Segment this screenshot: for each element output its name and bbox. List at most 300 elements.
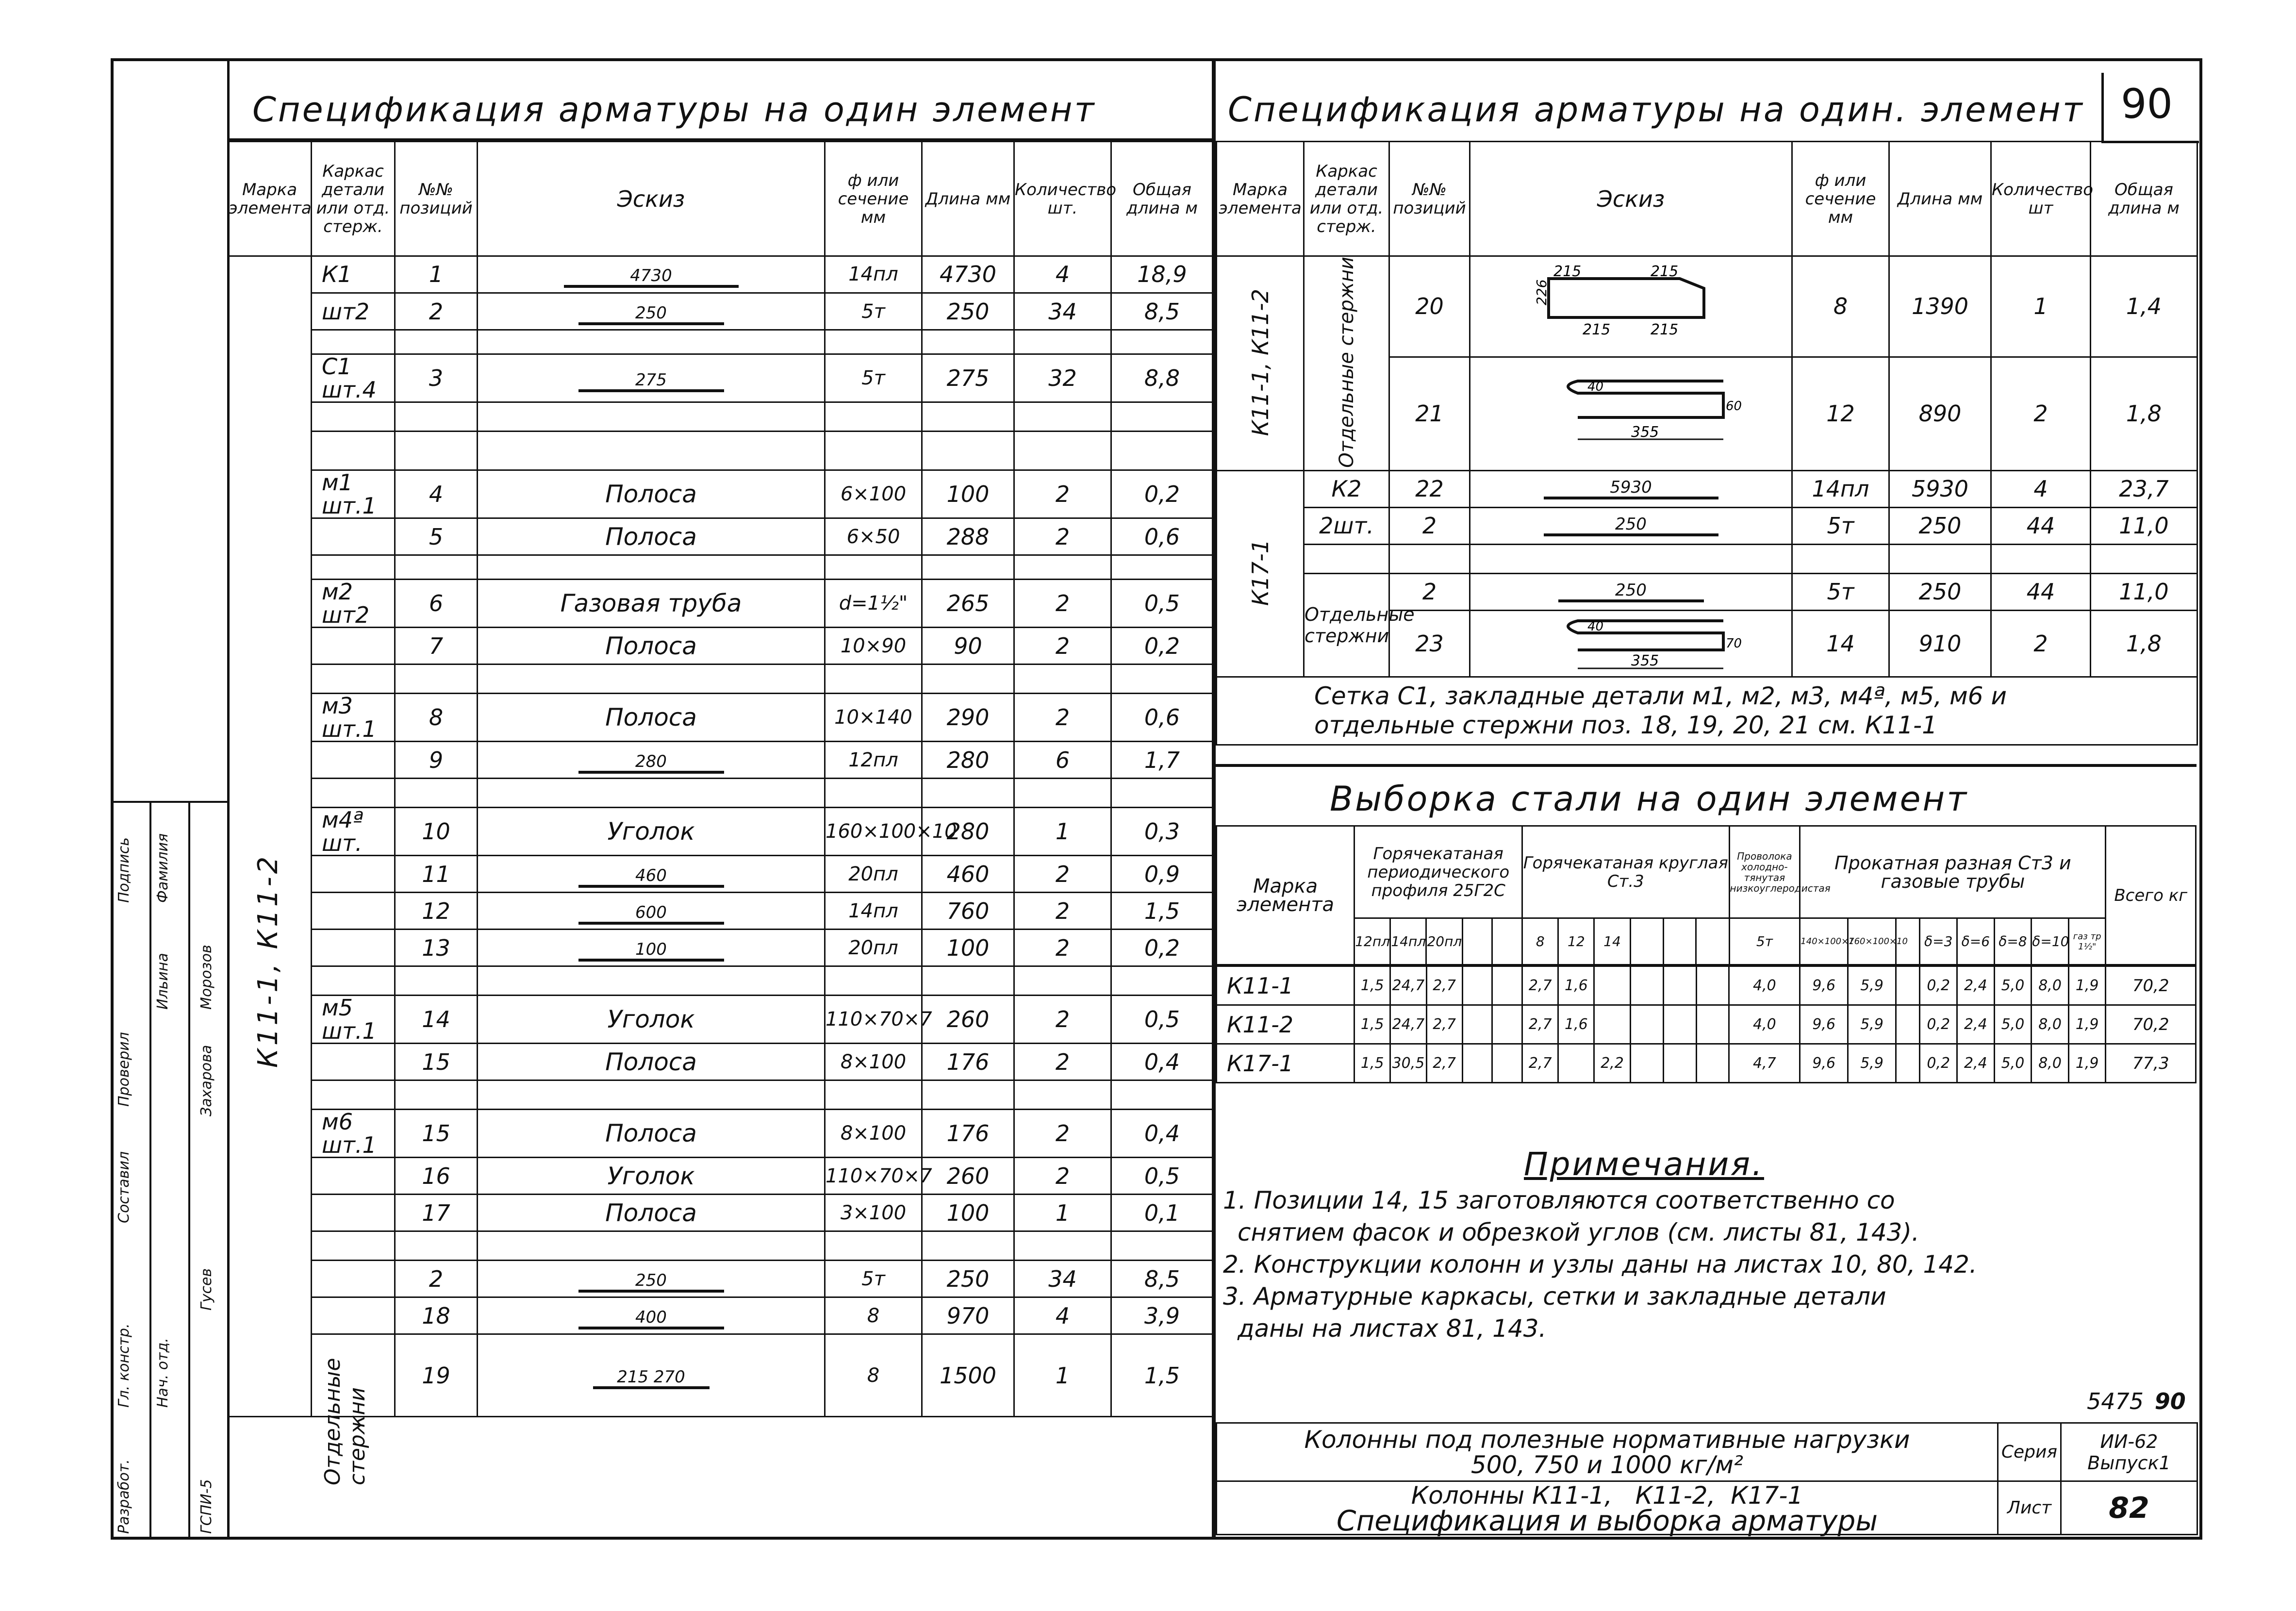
pos-cell	[395, 664, 478, 694]
group-cell	[312, 1195, 395, 1231]
table-row	[1217, 966, 2196, 1005]
steel-col-g4: Прокатная разная Ст3 и газовые трубы	[1800, 826, 2106, 918]
steel-value-cell: 30,5	[1390, 1044, 1426, 1083]
steel-value-cell: 1,5	[1354, 1044, 1390, 1083]
sec-cell: 10×90	[825, 628, 922, 664]
total-cell: 8,8	[1111, 354, 1213, 402]
series-value: ИИ-62	[2100, 1430, 2158, 1452]
group-cell: С1 шт.4	[312, 354, 395, 402]
qty-cell: 2	[1014, 856, 1111, 893]
len-cell: 890	[1889, 357, 1991, 470]
qty-cell: 2	[1014, 893, 1111, 930]
sketch-cell	[478, 1110, 825, 1158]
len-cell: 275	[922, 354, 1014, 402]
steel-value-cell: 9,6	[1800, 1005, 1848, 1044]
pos-cell: 5	[395, 518, 478, 555]
total-cell	[1111, 1231, 1213, 1261]
table-row	[228, 966, 1213, 996]
total-cell: 0,1	[1111, 1195, 1213, 1231]
right-spec-title: Спецификация арматуры на один. элемент	[1228, 90, 2084, 130]
sketch-cell	[478, 555, 825, 580]
stamp-title-top	[1217, 1423, 1998, 1481]
steel-subheader: 14пл	[1390, 918, 1426, 965]
sketch-cell	[478, 808, 825, 856]
sketch-cell	[478, 432, 825, 470]
sketch-bar-23	[1520, 611, 1743, 674]
stamp-code-sheet: 90	[2154, 1388, 2186, 1414]
pos-cell: 22	[1389, 470, 1470, 507]
steel-col-g1: Горячекатаная периодического профиля 25Г2С	[1354, 826, 1522, 918]
len-cell	[922, 555, 1014, 580]
steel-subheader: δ=3	[1920, 918, 1957, 965]
dim: 215	[1582, 321, 1610, 339]
sec-cell	[825, 402, 922, 432]
sketch-label: 100	[578, 940, 724, 962]
dim: 215	[1650, 263, 1678, 281]
total-cell: 0,5	[1111, 580, 1213, 628]
steel-total-cell: 70,2	[2106, 966, 2196, 1005]
len-cell: 1390	[1889, 256, 1991, 357]
steel-value-cell: 2,7	[1426, 966, 1462, 1005]
table-row	[1217, 1044, 2196, 1083]
sketch-label: Газовая труба	[560, 589, 742, 617]
col-total: Общая длина м	[2091, 142, 2197, 256]
len-cell: 100	[922, 1195, 1014, 1231]
steel-subheader: газ тр 1½"	[2068, 918, 2106, 965]
sketch-label: 250	[578, 1271, 724, 1293]
qty-cell: 2	[1014, 1044, 1111, 1080]
right-spec-table	[1216, 141, 2198, 746]
len-cell: 260	[922, 996, 1014, 1044]
steel-value-cell	[1594, 966, 1630, 1005]
len-cell: 176	[922, 1110, 1014, 1158]
group-cell	[312, 893, 395, 930]
sketch-cell	[478, 996, 825, 1044]
total-cell: 0,4	[1111, 1044, 1213, 1080]
group-cell	[312, 1231, 395, 1261]
table-row	[228, 354, 1213, 402]
steel-value-cell: 5,9	[1848, 1005, 1896, 1044]
sec-cell: 20пл	[825, 930, 922, 966]
steel-value-cell	[1558, 1044, 1594, 1083]
col-total: Общая длина м	[1111, 142, 1213, 256]
pos-cell: 21	[1389, 357, 1470, 470]
left-spec-title: Спецификация арматуры на один элемент	[252, 90, 1096, 130]
pos-cell	[395, 402, 478, 432]
steel-value-cell: 2,7	[1522, 966, 1558, 1005]
sec-cell: 110×70×7	[825, 1158, 922, 1195]
sheet-label: Лист	[1998, 1481, 2061, 1535]
qty-cell: 2	[1014, 470, 1111, 518]
sketch-cell	[478, 1195, 825, 1231]
steel-subheader: 20пл	[1426, 918, 1462, 965]
group-cell	[312, 779, 395, 808]
len-cell: 970	[922, 1297, 1014, 1334]
steel-rows	[1216, 965, 2197, 1083]
total-cell	[1111, 779, 1213, 808]
len-cell	[922, 432, 1014, 470]
empty-cell	[1304, 544, 1389, 573]
total-cell: 0,5	[1111, 996, 1213, 1044]
steel-value-cell	[1696, 966, 1729, 1005]
sketch-21	[1470, 357, 1792, 470]
group-cell: К1	[312, 256, 395, 293]
table-row	[228, 1195, 1213, 1231]
sec-cell: 14пл	[825, 893, 922, 930]
pos-cell	[395, 966, 478, 996]
sketch-cell	[478, 1080, 825, 1110]
steel-value-cell: 2,4	[1957, 1005, 1995, 1044]
pos-cell: 19	[395, 1334, 478, 1417]
table-row	[228, 1334, 1213, 1417]
sketch-cell	[478, 256, 825, 293]
pos-cell: 14	[395, 996, 478, 1044]
steel-value-cell: 4,7	[1729, 1044, 1800, 1083]
sketch-label: 4730	[564, 266, 739, 288]
sketch-cell	[478, 966, 825, 996]
steel-value-cell: 1,6	[1558, 966, 1594, 1005]
table-row	[228, 664, 1213, 694]
table-row	[228, 1110, 1213, 1158]
side-stamp-row: Морозов	[198, 945, 215, 1010]
qty-cell: 34	[1014, 1261, 1111, 1297]
table-row	[228, 330, 1213, 354]
col-mark: Марка элемента	[1217, 142, 1304, 256]
group-cell	[312, 664, 395, 694]
steel-value-cell: 1,9	[2068, 966, 2106, 1005]
sec-cell	[825, 966, 922, 996]
sketch-cell	[478, 628, 825, 664]
side-stamp-row: Гл. констр.	[116, 1323, 132, 1408]
steel-value-cell: 1,5	[1354, 966, 1390, 1005]
sketch-23	[1470, 610, 1792, 677]
stamp-title-bottom	[1217, 1481, 1998, 1535]
left-spec-body	[227, 255, 1212, 1417]
empty-cell	[1889, 544, 1991, 573]
table-row	[228, 1158, 1213, 1195]
total-cell: 0,2	[1111, 470, 1213, 518]
empty-cell	[1991, 544, 2091, 573]
qty-cell: 2	[1014, 628, 1111, 664]
side-stamp-row: Ильина	[154, 953, 171, 1010]
sec-cell	[825, 779, 922, 808]
sec-cell	[825, 555, 922, 580]
col-sketch: Эскиз	[1470, 142, 1792, 256]
len-cell: 280	[922, 742, 1014, 779]
sketch-label: 400	[578, 1308, 724, 1329]
qty-cell: 1	[1014, 1195, 1111, 1231]
len-cell: 1500	[922, 1334, 1014, 1417]
sec-cell	[825, 1080, 922, 1110]
steel-value-cell: 5,9	[1848, 966, 1896, 1005]
steel-value-cell	[1462, 966, 1492, 1005]
len-cell	[922, 779, 1014, 808]
dim: 215	[1650, 321, 1678, 339]
steel-col-total: Всего кг	[2106, 826, 2196, 965]
pos-cell: 2	[1389, 573, 1470, 610]
side-stamp-row: Составил	[116, 1151, 132, 1223]
steel-value-cell: 5,0	[1994, 1044, 2032, 1083]
qty-cell: 44	[1991, 507, 2091, 544]
title-stamp	[1216, 1422, 2198, 1535]
steel-value-cell: 9,6	[1800, 966, 1848, 1005]
sketch-cell	[478, 518, 825, 555]
group-cell	[312, 518, 395, 555]
len-cell: 250	[1889, 507, 1991, 544]
note-line: 3. Арматурные каркасы, сетки и закладные детали	[1223, 1282, 1886, 1311]
group-cell	[312, 856, 395, 893]
empty-cell	[1470, 544, 1792, 573]
side-stamp-row: Нач. отд.	[154, 1338, 171, 1408]
len-cell: 5930	[1889, 470, 1991, 507]
total-cell	[1111, 555, 1213, 580]
group-cell	[312, 930, 395, 966]
series-label: Серия	[1998, 1423, 2061, 1481]
total-cell: 0,5	[1111, 1158, 1213, 1195]
total-cell: 0,2	[1111, 930, 1213, 966]
steel-value-cell: 8,0	[2032, 966, 2069, 1005]
sketch-label: Полоса	[605, 522, 697, 551]
qty-cell: 44	[1991, 573, 2091, 610]
qty-cell	[1014, 779, 1111, 808]
qty-cell: 4	[1014, 256, 1111, 293]
sec-cell: 5т	[825, 354, 922, 402]
sec-cell: 8	[1792, 256, 1889, 357]
total-cell: 18,9	[1111, 256, 1213, 293]
sketch-label: 460	[578, 866, 724, 888]
table-row	[228, 808, 1213, 856]
sec-cell: 14пл	[1792, 470, 1889, 507]
col-pos: №№ позиций	[1389, 142, 1470, 256]
pos-cell: 8	[395, 694, 478, 742]
steel-value-cell	[1630, 966, 1663, 1005]
steel-value-cell	[1696, 1005, 1729, 1044]
sec-cell	[825, 330, 922, 354]
col-length: Длина мм	[922, 142, 1014, 256]
group-cell	[312, 1158, 395, 1195]
total-cell	[1111, 966, 1213, 996]
sketch-cell	[478, 354, 825, 402]
total-cell: 1,5	[1111, 893, 1213, 930]
steel-value-cell	[1492, 1005, 1522, 1044]
pos-cell: 18	[395, 1297, 478, 1334]
stamp-title3: Колонны К11-1, К11-2, К17-1	[1411, 1481, 1803, 1510]
pos-cell: 4	[395, 470, 478, 518]
steel-col-g2: Горячекатаная круглая Ст.3	[1522, 826, 1729, 918]
steel-value-cell: 24,7	[1390, 1005, 1426, 1044]
series-issue: Выпуск1	[2087, 1452, 2171, 1474]
col-pos: №№ позиций	[395, 142, 478, 256]
qty-cell: 2	[1014, 996, 1111, 1044]
table-row	[228, 470, 1213, 518]
col-mark: Марка элемента	[228, 142, 312, 256]
steel-value-cell: 24,7	[1390, 966, 1426, 1005]
len-cell: 4730	[922, 256, 1014, 293]
steel-subheader: 12пл	[1354, 918, 1390, 965]
group-cell: м2 шт2	[312, 580, 395, 628]
stamp-title4: Спецификация и выборка арматуры	[1336, 1504, 1878, 1537]
table-row	[228, 555, 1213, 580]
len-cell: 250	[1889, 573, 1991, 610]
len-cell: 250	[922, 1261, 1014, 1297]
sec-cell: 8×100	[825, 1110, 922, 1158]
steel-value-cell: 4,0	[1729, 1005, 1800, 1044]
sec-cell: 110×70×7	[825, 996, 922, 1044]
pos-cell: 15	[395, 1044, 478, 1080]
col-section: ф или сечение мм	[1792, 142, 1889, 256]
steel-subheader: δ=8	[1994, 918, 2032, 965]
pos-cell: 12	[395, 893, 478, 930]
sketch-label: Уголок	[607, 817, 695, 846]
sketch-cell	[478, 402, 825, 432]
len-cell: 290	[922, 694, 1014, 742]
sketch-bar-20	[1520, 263, 1743, 342]
pos-cell: 17	[395, 1195, 478, 1231]
steel-value-cell: 1,5	[1354, 1005, 1390, 1044]
steel-value-cell: 2,7	[1426, 1005, 1462, 1044]
sec-cell: 8×100	[825, 1044, 922, 1080]
pos-cell	[395, 1231, 478, 1261]
len-cell: 460	[922, 856, 1014, 893]
table-row	[228, 779, 1213, 808]
steel-value-cell	[1663, 1005, 1696, 1044]
stamp-code-number: 5475	[2087, 1388, 2144, 1414]
sketch-cell	[478, 856, 825, 893]
len-cell	[922, 402, 1014, 432]
stamp-title2: 500, 750 и 1000 кг/м²	[1470, 1450, 1744, 1479]
note-line: отдельные стержни поз. 18, 19, 20, 21 см. К11-1	[1314, 711, 1937, 740]
sketch-cell	[478, 893, 825, 930]
sec-cell: 6×100	[825, 470, 922, 518]
qty-cell	[1014, 402, 1111, 432]
table-row	[228, 432, 1213, 470]
steel-mark-cell: К17-1	[1217, 1044, 1354, 1083]
qty-cell: 1	[1014, 1334, 1111, 1417]
dim: 355	[1631, 424, 1659, 441]
group-cell	[312, 1261, 395, 1297]
qty-cell: 1	[1014, 808, 1111, 856]
left-element-mark: К11-1, К11-2	[252, 853, 284, 1068]
len-cell: 100	[922, 470, 1014, 518]
sec-cell: 5т	[825, 293, 922, 330]
total-cell: 0,6	[1111, 518, 1213, 555]
side-stamp-row: Захарова	[198, 1045, 215, 1116]
pos-cell: 13	[395, 930, 478, 966]
pos-cell	[395, 555, 478, 580]
len-cell: 288	[922, 518, 1014, 555]
pos-cell: 2	[395, 1261, 478, 1297]
empty-cell	[1389, 544, 1470, 573]
sketch-cell: 250	[1470, 507, 1792, 544]
len-cell: 265	[922, 580, 1014, 628]
side-stamp-row: ГСПИ-5	[198, 1479, 215, 1534]
sketch-label: Полоса	[605, 1198, 697, 1227]
dim: 226	[1533, 279, 1550, 306]
steel-subheader	[1492, 918, 1522, 965]
steel-value-cell	[1630, 1044, 1663, 1083]
group-cell	[312, 1044, 395, 1080]
steel-body	[1216, 965, 2197, 1083]
right-spec-note	[1217, 677, 2197, 745]
table-row	[228, 996, 1213, 1044]
steel-value-cell	[1663, 1044, 1696, 1083]
len-cell	[922, 966, 1014, 996]
group-cell	[312, 432, 395, 470]
sketch-cell	[478, 694, 825, 742]
steel-value-cell: 0,2	[1920, 1044, 1957, 1083]
steel-value-cell	[1492, 966, 1522, 1005]
sketch-label: Полоса	[605, 480, 697, 508]
steel-total-cell: 70,2	[2106, 1005, 2196, 1044]
pos-cell: 2	[1389, 507, 1470, 544]
table-row	[228, 1261, 1213, 1297]
left-spec-table	[227, 141, 1214, 257]
notes-block	[1223, 1184, 1977, 1345]
dim: 355	[1631, 652, 1659, 669]
table-row	[228, 1044, 1213, 1080]
table-row	[228, 856, 1213, 893]
group-cell	[312, 966, 395, 996]
table-row	[228, 694, 1213, 742]
mark-top: К11-1, К11-2	[1217, 256, 1304, 471]
table-row	[228, 256, 1213, 293]
steel-subheader: 160×100×10	[1848, 918, 1896, 965]
sketch-cell: 250	[1470, 573, 1792, 610]
stamp-code	[2087, 1388, 2186, 1414]
len-cell: 90	[922, 628, 1014, 664]
sketch-label: Полоса	[605, 631, 697, 660]
total-cell: 11,0	[2091, 573, 2197, 610]
total-cell: 1,4	[2091, 256, 2197, 357]
sec-cell	[825, 1231, 922, 1261]
sec-cell: 14пл	[825, 256, 922, 293]
total-cell: 0,6	[1111, 694, 1213, 742]
pos-cell: 16	[395, 1158, 478, 1195]
note-line: даны на листах 81, 143.	[1238, 1314, 1547, 1343]
sec-cell: 10×140	[825, 694, 922, 742]
group-cell	[312, 742, 395, 779]
qty-cell: 2	[1014, 518, 1111, 555]
sketch-20	[1470, 256, 1792, 357]
table-row	[228, 930, 1213, 966]
col-karkas: Каркас детали или отд. стерж.	[312, 142, 395, 256]
sketch-cell	[478, 1261, 825, 1297]
steel-value-cell: 9,6	[1800, 1044, 1848, 1083]
steel-total-cell: 77,3	[2106, 1044, 2196, 1083]
sketch-cell	[478, 742, 825, 779]
total-cell	[1111, 402, 1213, 432]
qty-cell: 6	[1014, 742, 1111, 779]
otd-label-bottom: Отдельные стержни	[1304, 573, 1389, 677]
table-row	[228, 1080, 1213, 1110]
sketch-label: Уголок	[607, 1162, 695, 1190]
sec-cell: 3×100	[825, 1195, 922, 1231]
table-row	[1217, 1005, 2196, 1044]
len-cell	[922, 1080, 1014, 1110]
table-row	[228, 293, 1213, 330]
steel-subheader: 5т	[1729, 918, 1800, 965]
sketch-cell	[478, 293, 825, 330]
sketch-cell: 5930	[1470, 470, 1792, 507]
steel-value-cell: 8,0	[2032, 1005, 2069, 1044]
qty-cell: 2	[1014, 1110, 1111, 1158]
note-line: 1. Позиции 14, 15 заготовляются соответственно со	[1223, 1186, 1895, 1214]
sketch-cell	[478, 1044, 825, 1080]
pos-cell: 3	[395, 354, 478, 402]
steel-value-cell	[1663, 966, 1696, 1005]
steel-value-cell	[1696, 1044, 1729, 1083]
qty-cell: 2	[1014, 930, 1111, 966]
